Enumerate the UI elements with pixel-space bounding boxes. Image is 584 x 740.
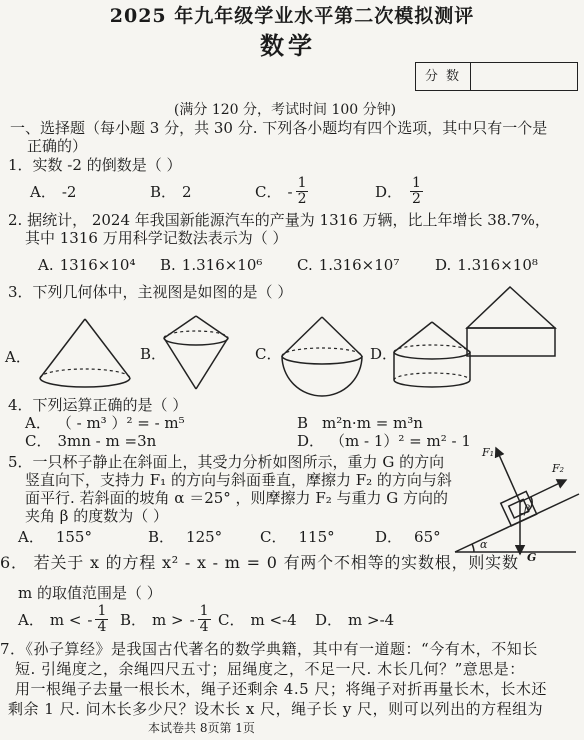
q5-stem-line1: 5．一只杯子静止在斜面上，其受力分析如图所示，重力 G 的方向: [8, 453, 445, 471]
q4-option-d: [297, 432, 471, 450]
option-text: 1.316×10⁸: [457, 256, 538, 274]
q3-option-b-label: B．: [140, 345, 167, 363]
q6-option-b: [120, 604, 214, 635]
q3-stem: 3．下列几何体中，主视图是如图的是（ ）: [8, 283, 293, 301]
option-text: （ - m³ ）² = - m⁵: [56, 414, 185, 432]
q2-option-c: [297, 256, 399, 274]
q5-stem-line2: 竖直向下，支持力 F₁ 的方向与斜面垂直，摩擦力 F₂ 的方向与斜: [25, 471, 452, 489]
exam-title: 2025 年九年级学业水平第二次模拟测评: [109, 5, 475, 27]
q6-option-d: [315, 611, 394, 629]
q1-option-b: [150, 183, 192, 201]
option-label: A．: [30, 183, 56, 201]
option-text: 115°: [298, 528, 335, 546]
q7-stem-line1: 7．《孙子算经》是我国古代著名的数学典籍，其中有一道题：“今有木，不知长: [0, 640, 538, 658]
fraction-numerator: 1: [97, 603, 107, 619]
option-text: m >-4: [348, 611, 395, 629]
option-text: 1.316×10⁷: [318, 256, 400, 274]
f2-label: F₂: [552, 462, 565, 475]
option-text: -2: [61, 183, 77, 201]
q3-option-c-label: C．: [255, 345, 282, 363]
fraction: [198, 604, 211, 635]
option-label: D．: [375, 528, 403, 546]
q1-option-c: [255, 176, 311, 207]
alpha-arc: [472, 544, 474, 552]
q2-option-a: [38, 256, 135, 274]
q3-option-d-label: D．: [370, 345, 398, 363]
fraction-numerator: 1: [412, 175, 421, 191]
option-label: B: [297, 414, 309, 432]
option-label: B.: [160, 256, 176, 274]
q3-front-view-figure: [462, 284, 562, 360]
front-view-triangle: [467, 287, 555, 328]
fraction: [296, 176, 309, 207]
q2-option-b: [160, 256, 262, 274]
beta-label: β: [524, 503, 531, 516]
option-label: C．: [260, 528, 287, 546]
option-text: m <-4: [250, 611, 297, 629]
option-sign: -: [87, 610, 93, 629]
section-heading-line1: 一、选择题（每小题 3 分，共 30 分. 下列各小题均有四个选项，其中只有一个是: [10, 119, 548, 137]
option-sign: -: [189, 610, 195, 629]
q4-option-b: [297, 414, 423, 432]
exam-info: (满分 120 分，考试时间 100 分钟): [173, 102, 397, 118]
option-label: C．: [255, 182, 282, 201]
option-label: B．: [150, 183, 177, 201]
option-label: A.: [38, 256, 54, 274]
page-footer: 本试卷共 8页第 1页: [148, 721, 255, 735]
score-blank-cell: [471, 63, 577, 90]
option-label: B．: [148, 528, 175, 546]
q5-option-d: [375, 528, 441, 546]
fraction-numerator: 1: [199, 603, 209, 619]
fraction: [410, 176, 423, 207]
q7-stem-line4: 剩余 1 尺. 问木长多少尺？设木长 x 尺，绳子长 y 尺，则可以列出的方程组为: [8, 700, 544, 718]
option-sign: -: [287, 182, 293, 201]
q5-option-c: [260, 528, 335, 546]
q6-stem-line1: 6． 若关于 x 的方程 x² - x - m = 0 有两个不相等的实数根，则实数: [0, 553, 519, 572]
q4-option-a: [25, 414, 185, 432]
section-heading-line2: 正确的）: [27, 137, 88, 155]
option-text: 1316×10⁴: [59, 256, 136, 274]
option-label: A．: [18, 610, 44, 629]
option-label: D.: [435, 256, 452, 274]
option-text: 3mn - m =3n: [57, 432, 157, 450]
q5-option-a: [18, 528, 92, 546]
fraction-denominator: 4: [97, 619, 107, 635]
q5-stem-line4: 夹角 β 的度数为（ ）: [25, 507, 168, 525]
q6-stem-line2: m 的取值范围是（ ）: [18, 584, 162, 602]
option-label: C．: [25, 432, 52, 450]
fraction-denominator: 2: [297, 191, 307, 207]
fraction: [95, 604, 108, 635]
friction-force-arrow: [520, 480, 566, 502]
q1-option-d: [375, 176, 426, 207]
q5-stem-line3: 面平行. 若斜面的坡角 α ＝25° ，则摩擦力 F₂ 与重力 G 方向的: [25, 489, 449, 507]
option-text: （m - 1）² = m² - 1: [330, 432, 471, 450]
q3-option-a-cone: [35, 314, 135, 394]
q3-option-c-cone-hemisphere: [277, 312, 367, 400]
option-label: A．: [18, 528, 44, 546]
f1-label: F₁: [482, 446, 495, 459]
option-label: C．: [218, 611, 245, 629]
option-label: C.: [297, 256, 313, 274]
option-text: m <: [49, 610, 82, 629]
front-view-rectangle: [467, 328, 555, 356]
q5-force-diagram: [452, 436, 582, 564]
option-label: D．: [315, 611, 343, 629]
q6-option-c: [218, 611, 297, 629]
q2-option-d: [435, 256, 538, 274]
fraction-denominator: 2: [412, 191, 421, 207]
fraction-numerator: 1: [297, 175, 307, 191]
q3-option-a-label: A．: [5, 348, 31, 366]
q4-stem: 4．下列运算正确的是（ ）: [8, 396, 188, 414]
q4-option-c: [25, 432, 156, 450]
option-text: 65°: [414, 528, 441, 546]
score-label: 分 数: [416, 63, 471, 90]
q7-stem-line3: 用一根绳子去量一根长木，绳子还剩余 4.5 尺；将绳子对折再量长木，长木还: [15, 680, 547, 698]
q2-stem-line2: 其中 1316 万用科学记数法表示为（ ）: [25, 229, 288, 247]
q7-stem-line2: 短. 引绳度之，余绳四尺五寸；屈绳度之，不足一尺. 木长几何？”意思是：: [15, 660, 525, 678]
option-label: B．: [120, 610, 147, 629]
score-box: [415, 62, 578, 91]
option-label: D．: [297, 432, 325, 450]
option-text: 2: [182, 183, 192, 201]
option-text: 125°: [186, 528, 223, 546]
q5-option-b: [148, 528, 222, 546]
q3-option-b-double-cone: [160, 312, 232, 394]
option-text: m >: [152, 610, 184, 629]
q2-stem-line1: 2. 据统计， 2024 年我国新能源汽车的产量为 1316 万辆，比上年增长 38.7%，: [8, 211, 550, 229]
option-label: D．: [375, 182, 403, 201]
q1-stem: 1．实数 -2 的倒数是（ ）: [8, 156, 182, 174]
option-text: 1.316×10⁶: [181, 256, 263, 274]
fraction-denominator: 4: [199, 619, 209, 635]
q1-option-a: [30, 183, 76, 201]
q6-option-a: [18, 604, 111, 635]
g-label: G: [527, 551, 537, 564]
option-text: m²n·m = m³n: [322, 414, 423, 432]
subject-title: 数学: [260, 31, 316, 60]
alpha-label: α: [480, 538, 488, 551]
option-label: A．: [25, 414, 51, 432]
support-force-arrow: [496, 448, 520, 502]
q3-option-d-cone-cylinder: [390, 318, 474, 392]
option-text: 155°: [55, 528, 92, 546]
